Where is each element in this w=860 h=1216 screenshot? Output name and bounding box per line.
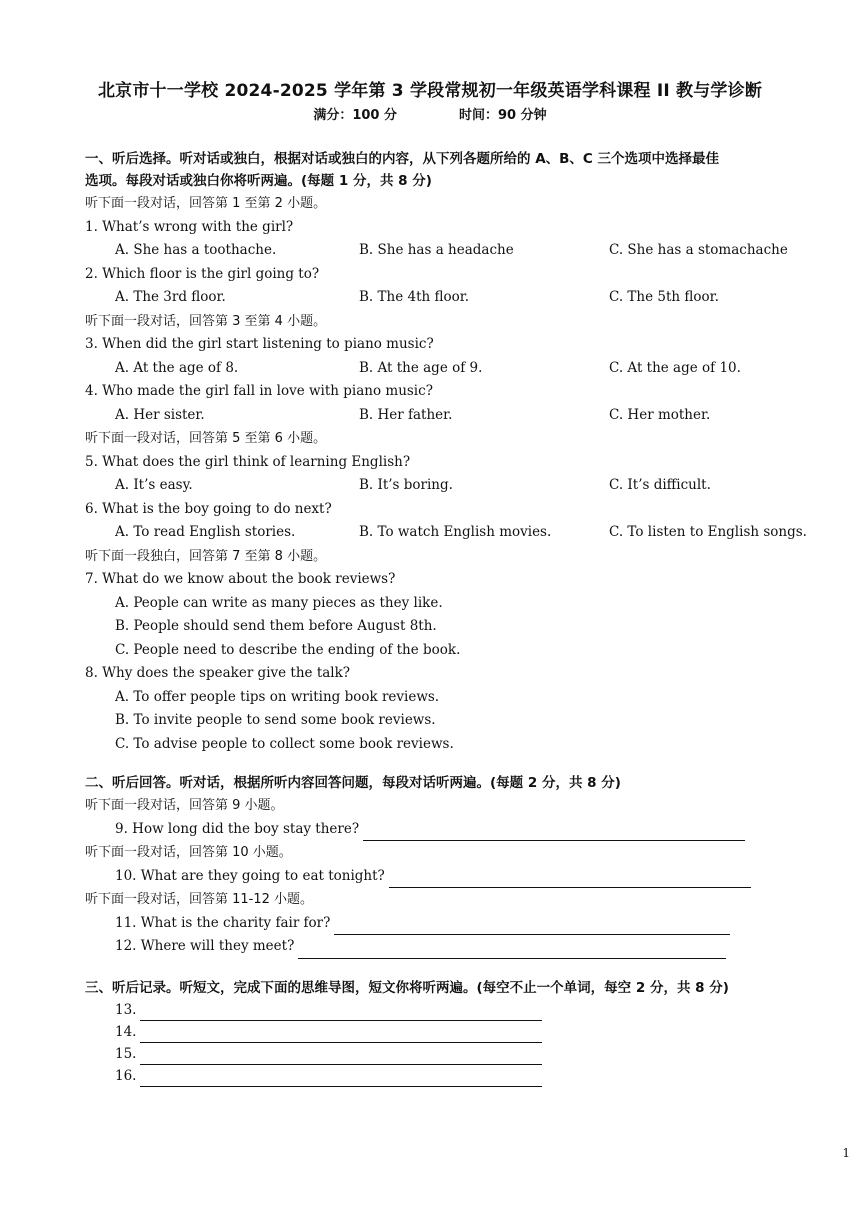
option-b[interactable]: B. To watch English movies. [359, 524, 552, 540]
answer-blank-12[interactable] [298, 941, 726, 959]
section1-heading: 一、听后选择。听对话或独白，根据对话或独白的内容，从下列各题所给的 A、B、C 三个选项中选择最佳 [85, 151, 720, 167]
option-c[interactable]: C. To advise people to collect some book reviews. [115, 735, 454, 752]
question-8: 8. Why does the speaker give the talk? [85, 665, 351, 681]
instruction: 听下面一段独白，回答第 7 至第 8 小题。 [85, 548, 327, 564]
answer-blank-9[interactable] [363, 823, 745, 841]
instruction: 听下面一段对话，回答第 10 小题。 [85, 845, 292, 860]
option-b[interactable]: B. To invite people to send some book reviews. [115, 712, 436, 728]
question-3: 3. When did the girl start listening to piano music? [85, 336, 434, 352]
options-5 [85, 474, 837, 498]
instruction: 听下面一段对话，回答第 11-12 小题。 [85, 892, 314, 907]
section3-heading: 三、听后记录。听短文，完成下面的思维导图，短文你将听两遍。(每空不止一个单词，每空 2 分，共 8 分) [85, 979, 729, 996]
section-listening-answer [85, 772, 837, 959]
answer-blank-14[interactable] [140, 1025, 542, 1043]
question-12-text: 12. Where will they meet? [115, 938, 295, 954]
option-a[interactable]: A. She has a toothache. [115, 242, 277, 258]
options-3 [85, 357, 837, 381]
answer-blank-11[interactable] [334, 917, 730, 935]
answer-blank-13[interactable] [140, 1003, 542, 1021]
question-10 [85, 865, 837, 889]
option-b[interactable]: B. Her father. [359, 406, 453, 423]
option-a[interactable]: A. To offer people tips on writing book reviews. [115, 688, 440, 705]
options-4 [85, 404, 837, 428]
question-2: 2. Which floor is the girl going to? [85, 265, 320, 282]
question-1: 1. What’s wrong with the girl? [85, 218, 294, 235]
answer-blank-15[interactable] [140, 1047, 542, 1065]
exam-content [85, 148, 837, 1087]
options-2 [85, 286, 837, 310]
full-score: 满分：100 分 [313, 108, 398, 123]
number-14: 14. [115, 1023, 137, 1040]
question-11 [85, 912, 837, 936]
instruction: 听下面一段对话，回答第 9 小题。 [85, 798, 284, 813]
question-9-text: 9. How long did the boy stay there? [115, 820, 360, 837]
question-4: 4. Who made the girl fall in love with piano music? [85, 383, 433, 399]
option-a[interactable]: A. To read English stories. [115, 524, 296, 540]
option-b[interactable]: B. The 4th floor. [359, 289, 470, 305]
question-12 [85, 935, 837, 959]
option-a[interactable]: A. The 3rd floor. [115, 289, 226, 305]
option-c[interactable]: C. The 5th floor. [609, 289, 719, 305]
exam-meta [0, 104, 860, 123]
section2-heading: 二、听后回答。听对话，根据所听内容回答问题，每段对话听两遍。(每题 2 分，共 8 分) [85, 775, 621, 791]
question-7: 7. What do we know about the book reviews? [85, 571, 396, 587]
blank-row-15 [85, 1043, 837, 1065]
question-9 [85, 818, 837, 842]
section1-heading-cont: 选项。每段对话或独白你将听两遍。(每题 1 分，共 8 分) [85, 173, 432, 189]
question-10-text: 10. What are they going to eat tonight? [115, 867, 385, 884]
number-15: 15. [115, 1045, 137, 1062]
option-a[interactable]: A. Her sister. [115, 406, 205, 423]
blank-row-14 [85, 1021, 837, 1043]
page-number: 1 [842, 1146, 850, 1160]
option-b[interactable]: B. At the age of 9. [359, 359, 483, 376]
question-11-text: 11. What is the charity fair for? [115, 914, 331, 931]
number-13: 13. [115, 1001, 137, 1018]
option-a[interactable]: A. People can write as many pieces as they like. [115, 594, 443, 611]
instruction: 听下面一段对话，回答第 5 至第 6 小题。 [85, 431, 327, 446]
instruction: 听下面一段对话，回答第 3 至第 4 小题。 [85, 313, 327, 329]
option-a[interactable]: A. It’s easy. [115, 477, 193, 493]
option-b[interactable]: B. She has a headache [359, 242, 514, 258]
option-c[interactable]: C. At the age of 10. [609, 359, 741, 376]
option-b[interactable]: B. It’s boring. [359, 477, 453, 493]
blank-row-16 [85, 1065, 837, 1087]
options-6 [85, 521, 837, 545]
answer-blank-16[interactable] [140, 1069, 542, 1087]
option-b[interactable]: B. People should send them before August 8th. [115, 618, 437, 634]
option-c[interactable]: C. Her mother. [609, 406, 711, 423]
blank-row-13 [85, 999, 837, 1021]
exam-time: 时间：90 分钟 [459, 108, 547, 123]
option-c[interactable]: C. People need to describe the ending of the book. [115, 641, 461, 658]
instruction: 听下面一段对话，回答第 1 至第 2 小题。 [85, 196, 327, 211]
options-1 [85, 239, 837, 263]
option-c[interactable]: C. She has a stomachache [609, 242, 788, 258]
number-16: 16. [115, 1067, 137, 1084]
question-6: 6. What is the boy going to do next? [85, 500, 332, 517]
question-5: 5. What does the girl think of learning English? [85, 453, 411, 470]
option-a[interactable]: A. At the age of 8. [115, 359, 239, 376]
option-c[interactable]: C. To listen to English songs. [609, 524, 807, 540]
answer-blank-10[interactable] [389, 870, 751, 888]
option-c[interactable]: C. It’s difficult. [609, 477, 711, 493]
section-listening-choice [85, 148, 837, 756]
section-listening-record [85, 977, 837, 1087]
exam-title: 北京市十一学校 2024-2025 学年第 3 学段常规初一年级英语学科课程 II 教与学诊断 [97, 81, 763, 101]
